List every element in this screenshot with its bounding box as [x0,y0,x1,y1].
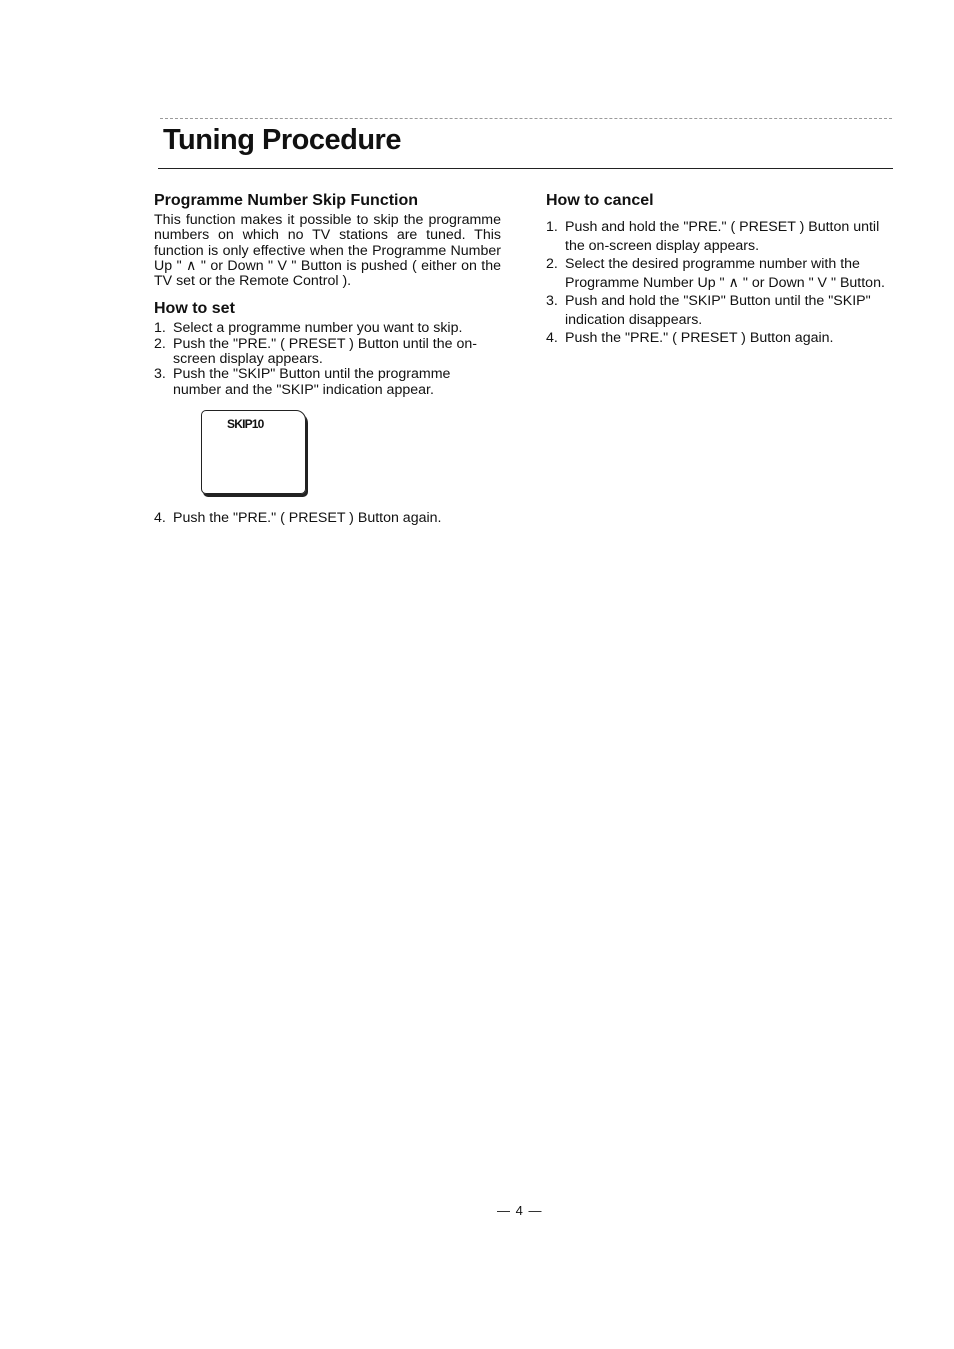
page-title: Tuning Procedure [163,124,401,156]
on-screen-skip-label: SKIP10 [227,416,264,431]
list-item [546,292,893,329]
step-number: 4. [154,509,166,526]
list-item [154,321,501,336]
page-number: — 4 — [497,1203,543,1218]
step-number: 2. [546,256,558,272]
skip-function-description: This function makes it possible to skip the programme numbers on which no TV stations are tuned. This function is only effective when the Programme Number Up " ∧ " or Down " V " Button is pushed ( either on the TV set or the Remote Control ). [154,212,501,290]
step-text: Push the "PRE." ( PRESET ) Button again. [565,330,834,346]
right-column [546,191,893,348]
step-text: Push and hold the "PRE." ( PRESET ) Button until the on-screen display appears. [565,219,880,254]
step-text: Select the desired programme number with the Programme Number Up " ∧ " or Down " V " Button. [565,256,885,291]
how-to-cancel-steps [546,218,893,348]
step-number: 2. [154,335,166,352]
header-rule-top [160,118,892,119]
how-to-set-heading: How to set [154,300,235,318]
list-item [154,511,501,526]
list-item [154,367,501,398]
skip-function-heading: Programme Number Skip Function [154,192,419,209]
step-text: Push the "PRE." ( PRESET ) Button again. [173,509,442,526]
header-rule-bottom [158,168,893,169]
how-to-set-final-step [154,511,501,526]
step-number: 4. [546,330,558,346]
step-number: 3. [546,293,558,309]
step-number: 1. [154,320,166,337]
how-to-set-steps [154,321,501,397]
list-item [546,255,893,292]
list-item [154,337,501,368]
step-text: Select a programme number you want to skip. [173,320,463,337]
step-text: Push and hold the "SKIP" Button until the "SKIP" indication disappears. [565,293,871,328]
list-item [546,329,893,348]
left-column [154,191,501,526]
step-text: Push the "SKIP" Button until the programme number and the "SKIP" indication appear. [173,366,451,398]
step-text: Push the "PRE." ( PRESET ) Button until the on-screen display appears. [173,335,477,368]
step-number: 3. [154,366,166,383]
list-item [546,218,893,255]
step-number: 1. [546,219,558,235]
how-to-cancel-heading: How to cancel [546,192,654,209]
tv-screen-illustration [201,410,306,494]
